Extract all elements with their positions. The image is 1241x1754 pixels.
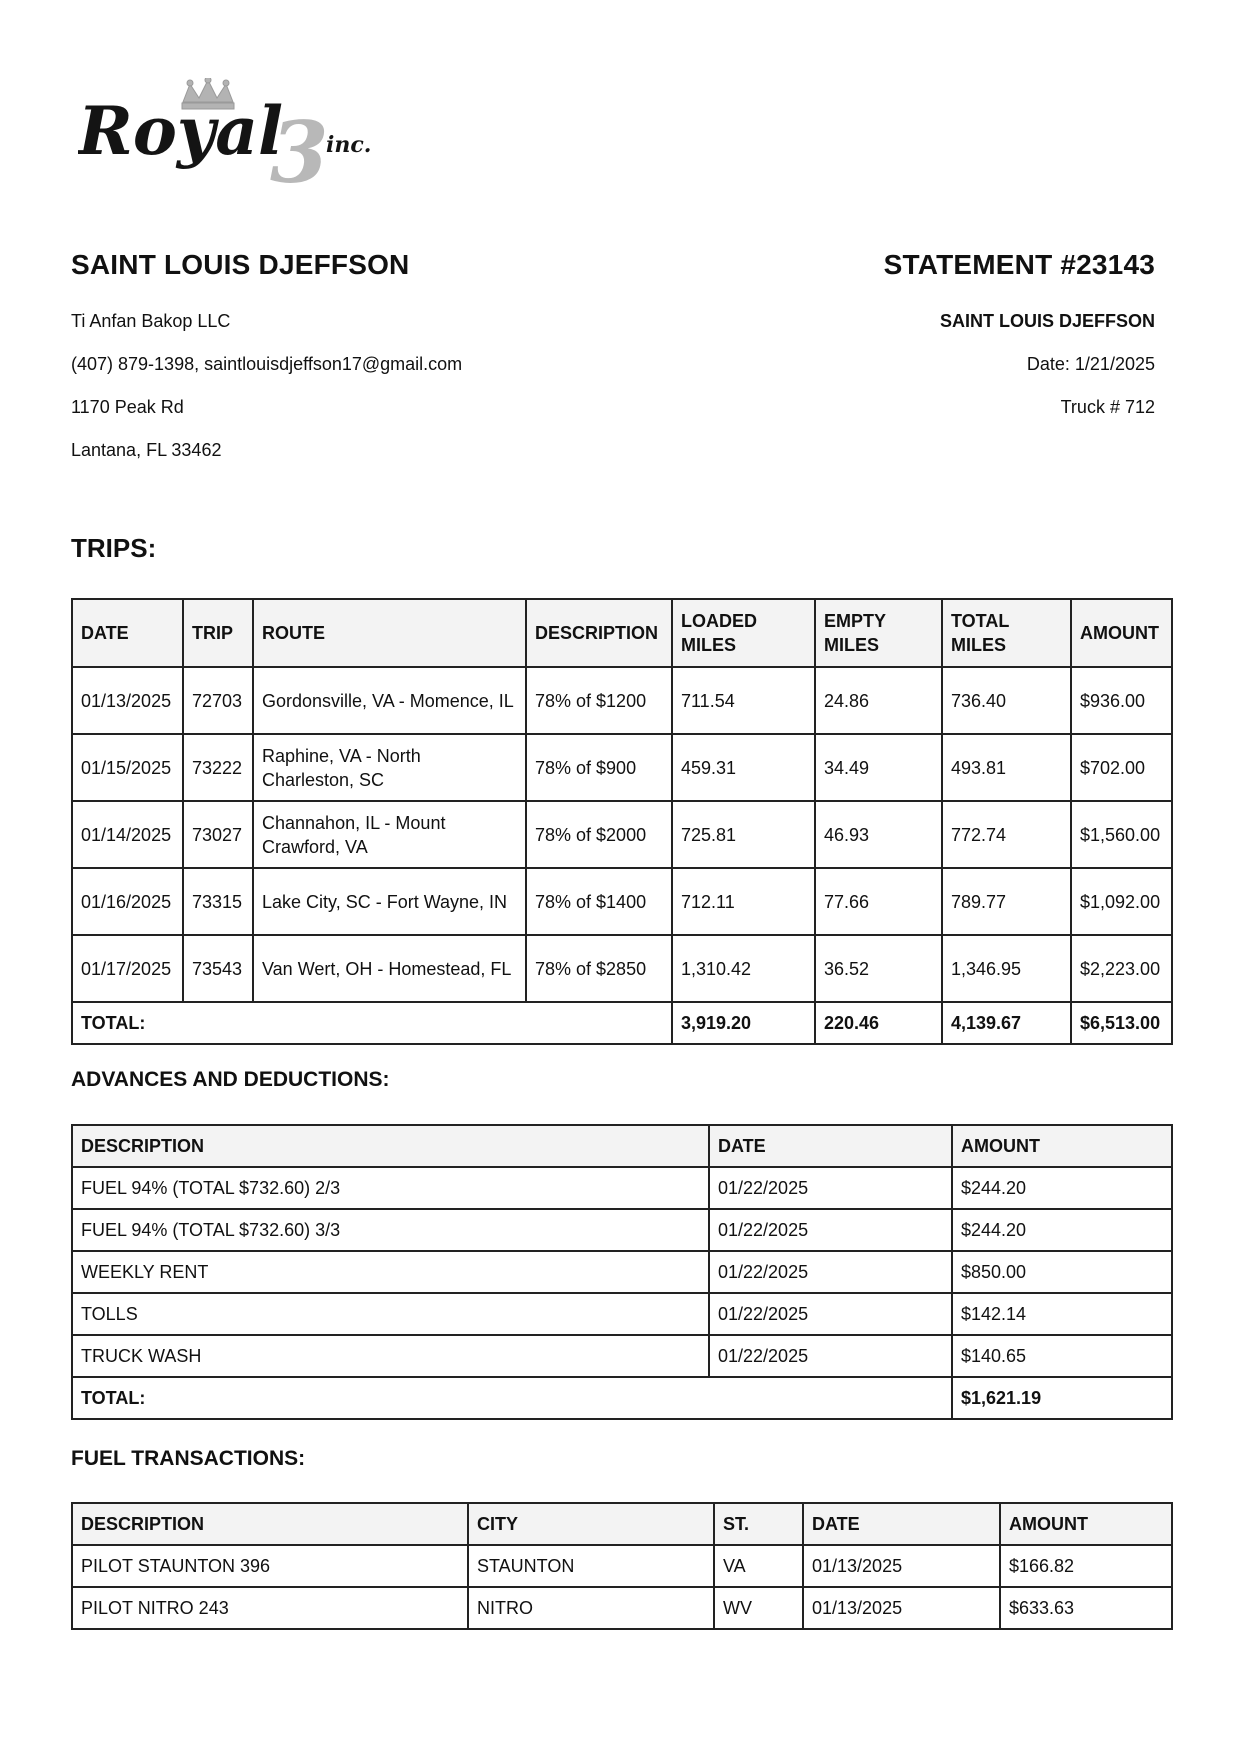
trip-route: Gordonsville, VA - Momence, IL xyxy=(253,667,526,734)
trip-description: 78% of $1400 xyxy=(526,868,672,935)
trip-amount: $2,223.00 xyxy=(1071,935,1172,1002)
fuel-header-row xyxy=(72,1503,1172,1545)
fuel-header-cell: AMOUNT xyxy=(1000,1503,1172,1545)
advances-header-cell: AMOUNT xyxy=(952,1125,1172,1167)
trips-row xyxy=(72,868,1172,935)
advance-amount: $142.14 xyxy=(952,1293,1172,1335)
statement-date: Date: 1/21/2025 xyxy=(1026,354,1155,374)
advances-total-row xyxy=(72,1377,1172,1419)
statement-driver-name: SAINT LOUIS DJEFFSON xyxy=(939,311,1155,331)
advances-total-label: TOTAL: xyxy=(72,1377,952,1419)
advances-row xyxy=(72,1209,1172,1251)
trip-date: 01/14/2025 xyxy=(72,801,183,868)
advances-row xyxy=(72,1293,1172,1335)
trip-date: 01/16/2025 xyxy=(72,868,183,935)
fuel-description: PILOT NITRO 243 xyxy=(72,1587,468,1629)
logo-suffix: inc. xyxy=(326,132,372,158)
advance-date: 01/22/2025 xyxy=(709,1167,952,1209)
trips-total-miles: 4,139.67 xyxy=(942,1002,1071,1044)
trip-total-miles: 772.74 xyxy=(942,801,1071,868)
trips-section-title: TRIPS: xyxy=(71,533,157,563)
fuel-header-cell: DATE xyxy=(803,1503,1000,1545)
trip-amount: $1,092.00 xyxy=(1071,868,1172,935)
trip-number: 73027 xyxy=(183,801,253,868)
advances-table xyxy=(71,1124,1173,1420)
trip-number: 72703 xyxy=(183,667,253,734)
contact-info: (407) 879-1398, saintlouisdjeffson17@gmail.com xyxy=(71,354,463,374)
trip-total-miles: 789.77 xyxy=(942,868,1071,935)
trip-loaded-miles: 459.31 xyxy=(672,734,815,801)
trips-header-cell: EMPTY MILES xyxy=(815,599,942,667)
advance-amount: $244.20 xyxy=(952,1167,1172,1209)
trip-loaded-miles: 725.81 xyxy=(672,801,815,868)
advance-amount: $140.65 xyxy=(952,1335,1172,1377)
fuel-amount: $633.63 xyxy=(1000,1587,1172,1629)
trip-empty-miles: 36.52 xyxy=(815,935,942,1002)
fuel-table xyxy=(71,1502,1173,1630)
fuel-header-cell: CITY xyxy=(468,1503,714,1545)
trip-number: 73222 xyxy=(183,734,253,801)
fuel-city: NITRO xyxy=(468,1587,714,1629)
advance-description: TRUCK WASH xyxy=(72,1335,709,1377)
trip-empty-miles: 34.49 xyxy=(815,734,942,801)
fuel-row xyxy=(72,1587,1172,1629)
trips-total-empty-miles: 220.46 xyxy=(815,1002,942,1044)
trips-header-cell: DATE xyxy=(72,599,183,667)
trip-route: Raphine, VA - North Charleston, SC xyxy=(253,734,526,801)
truck-number: Truck # 712 xyxy=(1060,397,1155,417)
logo-wordmark: Royal xyxy=(78,92,284,170)
advances-header-row xyxy=(72,1125,1172,1167)
fuel-state: WV xyxy=(714,1587,803,1629)
trip-amount: $936.00 xyxy=(1071,667,1172,734)
trip-empty-miles: 77.66 xyxy=(815,868,942,935)
trips-header-cell: LOADED MILES xyxy=(672,599,815,667)
trips-header-row xyxy=(72,599,1172,667)
advance-date: 01/22/2025 xyxy=(709,1209,952,1251)
trips-total-label: TOTAL: xyxy=(72,1002,672,1044)
trip-date: 01/13/2025 xyxy=(72,667,183,734)
trip-route: Van Wert, OH - Homestead, FL xyxy=(253,935,526,1002)
logo-numeral: 3 xyxy=(270,103,329,190)
trip-description: 78% of $1200 xyxy=(526,667,672,734)
advance-amount: $850.00 xyxy=(952,1251,1172,1293)
trips-total-amount: $6,513.00 xyxy=(1071,1002,1172,1044)
company-logo xyxy=(78,78,383,190)
trip-loaded-miles: 711.54 xyxy=(672,667,815,734)
trips-row xyxy=(72,734,1172,801)
trip-loaded-miles: 1,310.42 xyxy=(672,935,815,1002)
advance-date: 01/22/2025 xyxy=(709,1251,952,1293)
trips-row xyxy=(72,935,1172,1002)
trips-header-cell: DESCRIPTION xyxy=(526,599,672,667)
fuel-city: STAUNTON xyxy=(468,1545,714,1587)
trip-description: 78% of $900 xyxy=(526,734,672,801)
trip-route: Lake City, SC - Fort Wayne, IN xyxy=(253,868,526,935)
trip-amount: $1,560.00 xyxy=(1071,801,1172,868)
fuel-header-cell: DESCRIPTION xyxy=(72,1503,468,1545)
fuel-amount: $166.82 xyxy=(1000,1545,1172,1587)
company-name: Ti Anfan Bakop LLC xyxy=(71,311,231,331)
trip-description: 78% of $2850 xyxy=(526,935,672,1002)
advance-description: TOLLS xyxy=(72,1293,709,1335)
address-line-1: 1170 Peak Rd xyxy=(71,397,184,417)
trips-total-row xyxy=(72,1002,1172,1044)
advance-description: FUEL 94% (TOTAL $732.60) 2/3 xyxy=(72,1167,709,1209)
address-line-2: Lantana, FL 33462 xyxy=(71,440,222,460)
driver-name-heading: SAINT LOUIS DJEFFSON xyxy=(71,249,410,280)
advances-row xyxy=(72,1335,1172,1377)
trip-empty-miles: 24.86 xyxy=(815,667,942,734)
advance-description: WEEKLY RENT xyxy=(72,1251,709,1293)
trip-number: 73543 xyxy=(183,935,253,1002)
trip-number: 73315 xyxy=(183,868,253,935)
trips-header-cell: TRIP xyxy=(183,599,253,667)
trip-description: 78% of $2000 xyxy=(526,801,672,868)
trip-route: Channahon, IL - Mount Crawford, VA xyxy=(253,801,526,868)
trip-total-miles: 493.81 xyxy=(942,734,1071,801)
trip-date: 01/15/2025 xyxy=(72,734,183,801)
trip-loaded-miles: 712.11 xyxy=(672,868,815,935)
fuel-date: 01/13/2025 xyxy=(803,1545,1000,1587)
trip-total-miles: 736.40 xyxy=(942,667,1071,734)
trip-total-miles: 1,346.95 xyxy=(942,935,1071,1002)
trips-row xyxy=(72,801,1172,868)
trips-row xyxy=(72,667,1172,734)
fuel-state: VA xyxy=(714,1545,803,1587)
advances-row xyxy=(72,1167,1172,1209)
trips-table xyxy=(71,598,1173,1045)
royal-logo-icon xyxy=(78,78,383,190)
trips-header-cell: AMOUNT xyxy=(1071,599,1172,667)
trip-date: 01/17/2025 xyxy=(72,935,183,1002)
fuel-row xyxy=(72,1545,1172,1587)
fuel-description: PILOT STAUNTON 396 xyxy=(72,1545,468,1587)
advances-header-cell: DESCRIPTION xyxy=(72,1125,709,1167)
trips-header-cell: ROUTE xyxy=(253,599,526,667)
statement-title: STATEMENT #23143 xyxy=(883,249,1155,280)
trip-amount: $702.00 xyxy=(1071,734,1172,801)
trip-empty-miles: 46.93 xyxy=(815,801,942,868)
advances-section-title: ADVANCES AND DEDUCTIONS: xyxy=(71,1068,390,1091)
advance-date: 01/22/2025 xyxy=(709,1293,952,1335)
advances-header-cell: DATE xyxy=(709,1125,952,1167)
advances-total-amount: $1,621.19 xyxy=(952,1377,1172,1419)
advance-amount: $244.20 xyxy=(952,1209,1172,1251)
trips-total-loaded-miles: 3,919.20 xyxy=(672,1002,815,1044)
advances-row xyxy=(72,1251,1172,1293)
fuel-date: 01/13/2025 xyxy=(803,1587,1000,1629)
fuel-header-cell: ST. xyxy=(714,1503,803,1545)
trips-header-cell: TOTAL MILES xyxy=(942,599,1071,667)
fuel-section-title: FUEL TRANSACTIONS: xyxy=(71,1447,306,1470)
advance-description: FUEL 94% (TOTAL $732.60) 3/3 xyxy=(72,1209,709,1251)
advance-date: 01/22/2025 xyxy=(709,1335,952,1377)
